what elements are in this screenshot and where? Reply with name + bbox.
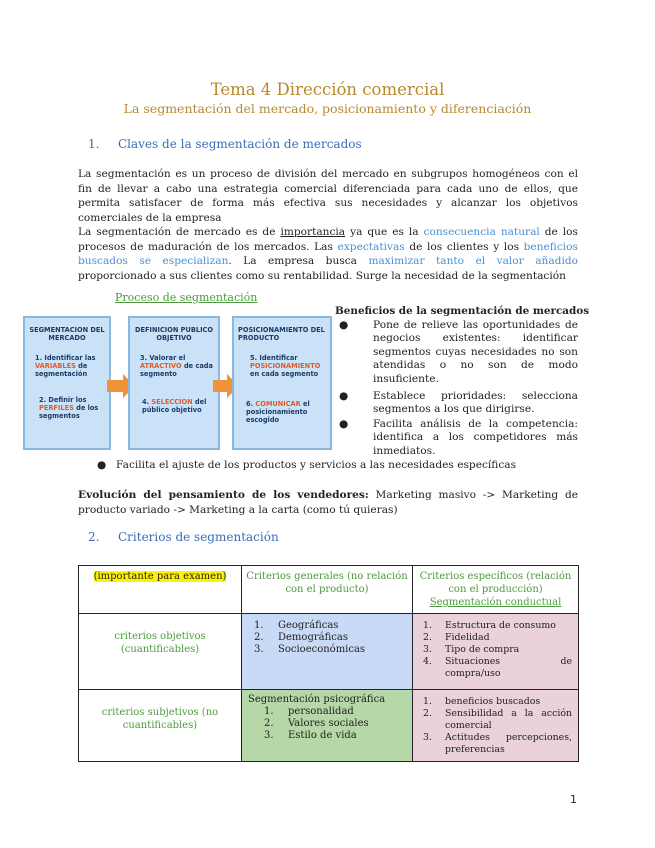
- proceso-title: Proceso de segmentación: [115, 291, 258, 304]
- box3-item-2: [246, 400, 326, 424]
- highlight-consecuencia: consecuencia natural: [423, 226, 540, 238]
- para-text: La segmentación de mercado es de: [78, 226, 281, 238]
- beneficios-title: Beneficios de la segmentación de mercados: [335, 305, 590, 317]
- list-item: 3. Tipo de compra: [423, 644, 520, 655]
- beneficio-2: [339, 390, 578, 417]
- cell-especifico-subjetivos: [413, 690, 579, 762]
- box-text: 4.: [142, 398, 152, 406]
- section-1-number: 1.: [88, 137, 100, 151]
- highlight-beneficios: beneficios buscados se especializan: [78, 240, 578, 267]
- list-item: 1. Estructura de consumo: [423, 620, 556, 631]
- section-2-number: 2.: [88, 530, 100, 544]
- highlight-maximizar: maximizar tanto el valor añadido: [368, 255, 578, 267]
- box-text: del público objetivo: [142, 398, 207, 414]
- importancia-underlined: importancia: [280, 226, 346, 238]
- list-item: 2. Sensibilidad a la acción comercial: [423, 708, 572, 731]
- list-item: 3. Estilo de vida: [264, 730, 357, 741]
- beneficio-3: [339, 418, 578, 458]
- header-especifico-sub: Segmentación conductual: [429, 597, 562, 608]
- bullet-icon: ●: [339, 418, 349, 430]
- section-2-heading: [88, 530, 279, 544]
- list-item-text: Estilo de vida: [288, 730, 357, 741]
- bullet-icon: ●: [97, 459, 107, 471]
- beneficio-text: Facilita análisis de la competencia: identifica a los competidores más inmediatos.: [373, 418, 578, 457]
- box-keyword: POSICIONAMIENTO: [250, 362, 321, 370]
- evolucion-text: Marketing masivo -> Marketing de producto variado -> Marketing a la carta (como tú quieras): [78, 489, 578, 516]
- box2-head: DEFINICION PUBLICO OBJETIVO: [135, 326, 213, 342]
- list-item: 1. beneficios buscados: [423, 696, 541, 707]
- document-subtitle: La segmentación del mercado, posicionamiento y diferenciación: [123, 101, 532, 116]
- para-text: proporcionado a sus clientes como su rentabilidad. Surge la necesidad de la segmentación: [78, 269, 566, 282]
- box-text: 5. Identificar: [250, 354, 298, 362]
- list-general-objetivos: [248, 620, 412, 656]
- evolucion-label: Evolución del pensamiento de los vendedores:: [78, 489, 369, 501]
- box3-item-1: [250, 354, 326, 378]
- box-text: de segmentación: [35, 362, 88, 378]
- row-subjetivos-label: criterios subjetivos (no cuantificables): [79, 690, 242, 762]
- cell-general-objetivos: [242, 614, 413, 690]
- beneficio-1: [339, 319, 578, 386]
- process-box-segmentacion: [23, 316, 111, 450]
- process-box-publico-objetivo: [128, 316, 220, 450]
- bullet-icon: ●: [339, 319, 349, 331]
- box-keyword: COMUNICAR: [255, 400, 301, 408]
- beneficio-text: Establece prioridades: selecciona segmentos a los que dirigirse.: [373, 390, 578, 416]
- list-item: 3. Socioeconómicas: [254, 644, 366, 655]
- box1-item-2: [39, 396, 105, 420]
- list-item: 1. personalidad: [264, 706, 354, 717]
- highlight-expectativas: expectativas: [337, 240, 405, 253]
- box-text: el posicionamiento escogido: [246, 400, 310, 424]
- box1-item-1: [35, 354, 105, 378]
- box-text: 3. Valorar el: [140, 354, 186, 362]
- list-general-subjetivos: [258, 706, 412, 742]
- header-especifico-title: Criterios específicos (relación con el producción): [419, 571, 572, 595]
- box-text: en cada segmento: [250, 370, 319, 378]
- box-keyword: SELECCION: [151, 398, 193, 406]
- page-number: 1: [570, 793, 577, 806]
- list-especifico-objetivos: [417, 620, 572, 680]
- list-item: 1. Geográficas: [254, 620, 339, 631]
- list-item-text: Sensibilidad a la acción comercial: [445, 708, 572, 731]
- psicografica-title: Segmentación psicográfica: [248, 694, 386, 705]
- box3-head: POSICIONAMIENTO DEL PRODUCTO: [238, 326, 325, 342]
- box-text: 1. Identificar las: [35, 354, 96, 362]
- header-general: Criterios generales (no relación con el producto): [242, 566, 413, 614]
- box-keyword: VARIABLES: [35, 362, 76, 370]
- section-1-paragraph-1: La segmentación es un proceso de división del mercado en subgrupos homogéneos con el fin de llevar a cabo una estrategia comercial diferenciada para cada uno de ellos, que permita satisfacer de forma más efectiva sus necesidades y alcanzar los objetivos comerciales de la empresa: [78, 168, 578, 224]
- para-text: de los procesos de maduración de los mercados. Las: [78, 226, 578, 253]
- list-especifico-subjetivos: [417, 696, 572, 756]
- table-corner-cell: [79, 566, 242, 614]
- para-text: . La empresa busca: [228, 255, 369, 267]
- box-keyword: PERFILES: [39, 404, 74, 412]
- beneficio-text: Pone de relieve las oportunidades de negocios existentes: identificar segmentos cuyas necesidades no son atendidas o no son de modo insuficiente.: [373, 319, 578, 385]
- process-box-posicionamiento: [232, 316, 332, 450]
- list-item-text: Socioeconómicas: [278, 644, 366, 655]
- list-item-text: Fidelidad: [445, 632, 490, 643]
- exam-note: (importante para examen): [93, 571, 227, 582]
- box1-head: SEGMENTACION DEL MERCADO: [29, 326, 105, 342]
- cell-especifico-objetivos: [413, 614, 579, 690]
- list-item: 2. Fidelidad: [423, 632, 490, 643]
- para-text: de los clientes y los: [404, 240, 524, 253]
- document-title: Tema 4 Dirección comercial: [210, 80, 445, 99]
- para-text: ya que es la: [345, 226, 424, 238]
- box-text: de cada segmento: [140, 362, 213, 378]
- list-item-text: Situaciones de compra/uso: [445, 656, 572, 679]
- section-1-paragraph-2: [78, 225, 578, 283]
- box2-item-1: [140, 354, 214, 378]
- list-item-text: Actitudes percepciones, preferencias: [445, 732, 572, 755]
- list-item: 2. Demográficas: [254, 632, 348, 643]
- bullet-icon: ●: [339, 390, 349, 402]
- list-item-text: personalidad: [288, 706, 354, 717]
- list-item-text: Tipo de compra: [445, 644, 520, 655]
- list-item-text: Geográficas: [278, 620, 339, 631]
- list-item: 2. Valores sociales: [264, 718, 369, 729]
- section-1-heading: [88, 137, 362, 151]
- box-text: de los segmentos: [39, 404, 99, 420]
- evolucion-paragraph: [78, 488, 578, 517]
- row-objetivos-label: criterios objetivos (cuantificables): [79, 614, 242, 690]
- criteria-table: [78, 565, 579, 762]
- beneficio-4: [97, 459, 537, 472]
- list-item-text: Valores sociales: [288, 718, 369, 729]
- beneficio-text: Facilita el ajuste de los productos y servicios a las necesidades específicas: [116, 459, 517, 471]
- list-item: 4. Situaciones de compra/uso: [423, 656, 572, 679]
- box-keyword: ATRACTIVO: [140, 362, 182, 370]
- box-text: 6.: [246, 400, 256, 408]
- cell-general-subjetivos: [242, 690, 413, 762]
- list-item: 3. Actitudes percepciones, preferencias: [423, 732, 572, 755]
- list-item-text: Demográficas: [278, 632, 348, 643]
- list-item-text: beneficios buscados: [445, 696, 541, 707]
- box-text: 2. Definir los: [39, 396, 87, 404]
- box2-item-2: [142, 398, 210, 414]
- header-especifico: [413, 566, 579, 614]
- list-item-text: Estructura de consumo: [445, 620, 556, 631]
- section-1-title: Claves de la segmentación de mercados: [118, 137, 362, 151]
- section-2-title: Criterios de segmentación: [118, 530, 279, 544]
